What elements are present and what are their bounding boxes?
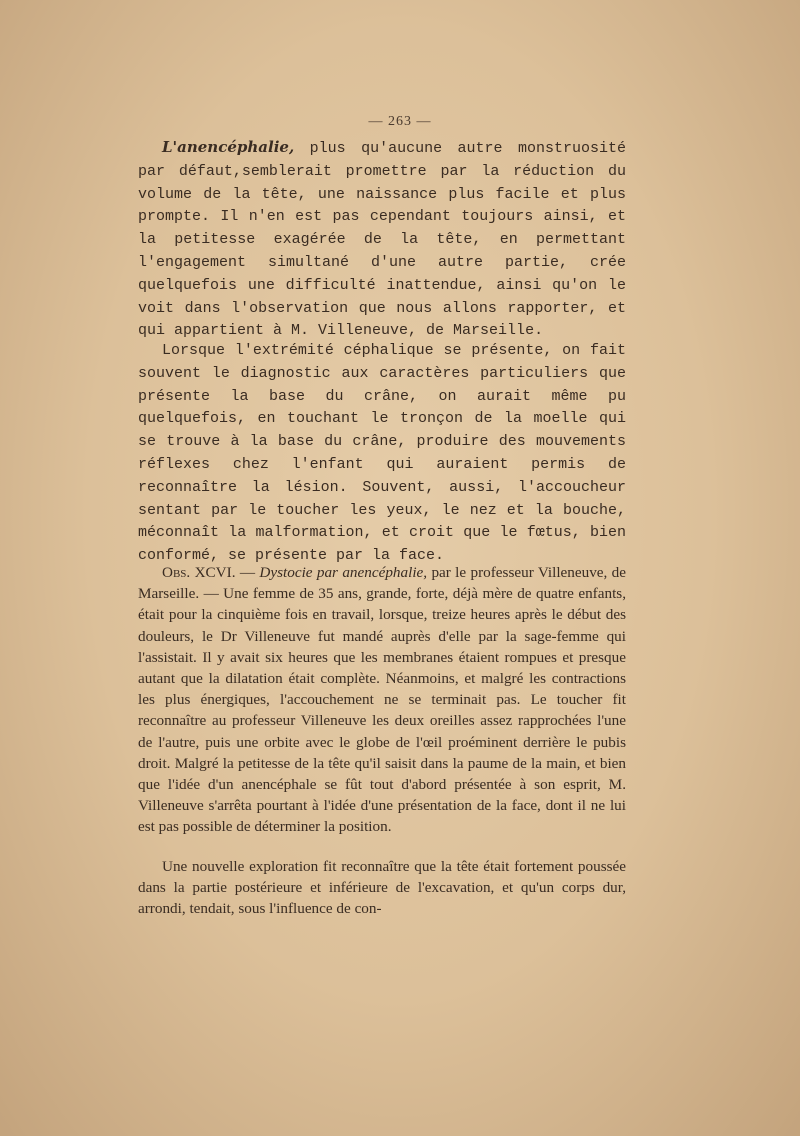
observation-text-2: Une nouvelle exploration fit reconnaître que la tête était fortement poussée dans la partie postérieure et inférieure de l'excavation, et qu'un corps dur, arrondi, tendait, sous l'influence de con-	[138, 858, 626, 918]
observation-paragraph	[138, 562, 626, 838]
paragraph-1-text: plus qu'aucune autre monstruosité par défaut,semblerait promettre par la réduction du volume de la tête, une naissance plus facile et plus prompte. Il n'en est pas cependant toujours ainsi, et la petitesse exagérée de la tête, en permettant l'engagement simultané d'une autre partie, crée quelquefois une difficulté inattendue, ainsi qu'on le voit dans l'observation que nous allons rapporter, et qui appartient à M. Villeneuve, de Marseille.	[138, 140, 626, 340]
paragraph-diagnostic	[138, 340, 626, 568]
observation-label: Obs. XCVI.	[162, 564, 236, 581]
observation-dash: —	[235, 564, 260, 581]
paragraph-anencephalie	[138, 136, 626, 343]
term-anencephalie: L'anencéphalie,	[162, 138, 295, 156]
observation-title: Dystocie par anencéphalie,	[259, 564, 428, 581]
paragraph-2-text: Lorsque l'extrémité céphalique se présente, on fait souvent le diagnostic aux caractères particuliers que présente la base du crâne, on aurait même pu quelquefois, en touchant le tronçon de la moelle qui se trouve à la base du crâne, produire des mouvements réflexes chez l'enfant qui auraient permis de reconnaître la lésion. Souvent, aussi, l'accoucheur sentant par le toucher les yeux, le nez et la bouche, méconnaît la malformation, et croit que le fœtus, bien conformé, se présente par la face.	[138, 342, 626, 565]
page-number: — 263 —	[368, 114, 432, 129]
observation-continuation	[138, 856, 626, 920]
observation-text-1: par le professeur Villeneuve, de Marseille. — Une femme de 35 ans, grande, forte, déjà mère de quatre enfants, était pour la cinquième fois en travail, lorsque, treize heures après le début des douleurs, le Dr Villeneuve fut mandé auprès d'elle par la sage-femme qui l'assistait. Il y avait six heures que les membranes étaient rompues et presque autant que la dilatation était complète. Néanmoins, et malgré les contractions les plus énergiques, l'accouchement ne se terminait pas. Le toucher fit reconnaître au professeur Villeneuve les deux oreilles assez rapprochées l'une de l'autre, puis une orbite avec le globe de l'œil proéminent derrière le pubis droit. Malgré la petitesse de la tête qu'il saisit dans la paume de la main, et bien que l'idée d'un anencéphale se fût tout d'abord présentée à son esprit, M. Villeneuve s'arrêta pourtant à l'idée d'une présentation de la face, dont il ne lui est pas possible de déterminer la position.	[138, 564, 627, 836]
